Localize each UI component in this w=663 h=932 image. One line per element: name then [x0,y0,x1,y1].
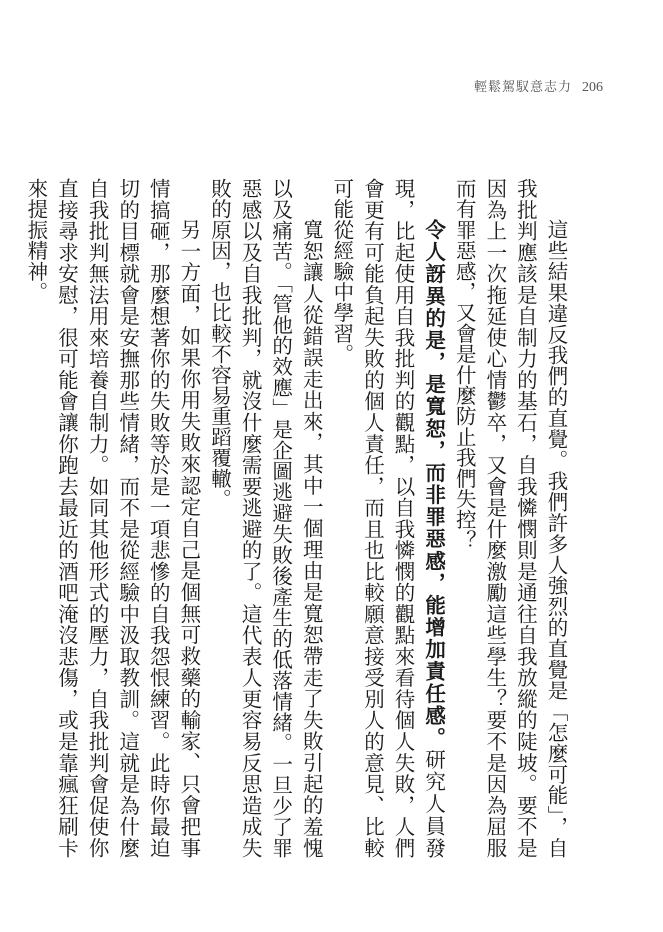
paragraph-1 [449,178,571,858]
running-title: 輕鬆駕馭意志力 [473,80,572,95]
page-header [474,76,603,96]
paragraph-2-text: 研究人員發現，比起使用自我批判的觀點，以自我憐憫的觀點來看待個人失敗，人們會更有可能負起失敗的個人責任，而且也比較願意接受別人的意見、比較可能從經驗中學習。 [329,178,446,858]
paragraph-2 [326,178,448,858]
paragraph-4 [20,178,204,858]
paragraph-1-text: 這些結果違反我們的直覺。我們許多人強烈的直覺是「怎麼可能」，自我批判應該是自制力的基石，自我憐憫則是通往自我放縱的陡坡。要不是因為上一次拖延使心情鬱卒，又會是什麼激勵這些學生？要不是因為屈服而有罪惡感，又會是什麼防止我們失控？ [452,178,568,858]
paragraph-3 [204,178,326,858]
paragraph-4-text: 另一方面，如果你用失敗來認定自己是個無可救藥的輸家、只會把事情搞砸，那麼想著你的失敗等於是一項悲慘的自我怨恨練習。此時你最迫切的目標就會是安撫那些情緒，而不是從經驗中汲取教訓。這就是為什麼自我批判無法用來培養自制力。如同其他形式的壓力，自我批判會促使你直接尋求安慰，很可能會讓你跑去最近的酒吧淹沒悲傷，或是靠瘋狂刷卡來提振精神。 [23,178,201,858]
page-number: 206 [582,80,603,95]
paragraph-3-text: 寬恕讓人從錯誤走出來，其中一個理由是寬恕帶走了失敗引起的羞愧以及痛苦。「管他的效應」是企圖逃避失敗後產生的低落情緒。一旦少了罪惡感以及自我批判，就沒什麼需要逃避的了。這代表人更容易反思造成失敗的原因，也比較不容易重蹈覆轍。 [207,178,324,858]
paragraph-2-bold-text: 令人訝異的是，是寬恕，而非罪惡感，能增加責任感。 [421,219,446,749]
body-text [23,178,571,858]
